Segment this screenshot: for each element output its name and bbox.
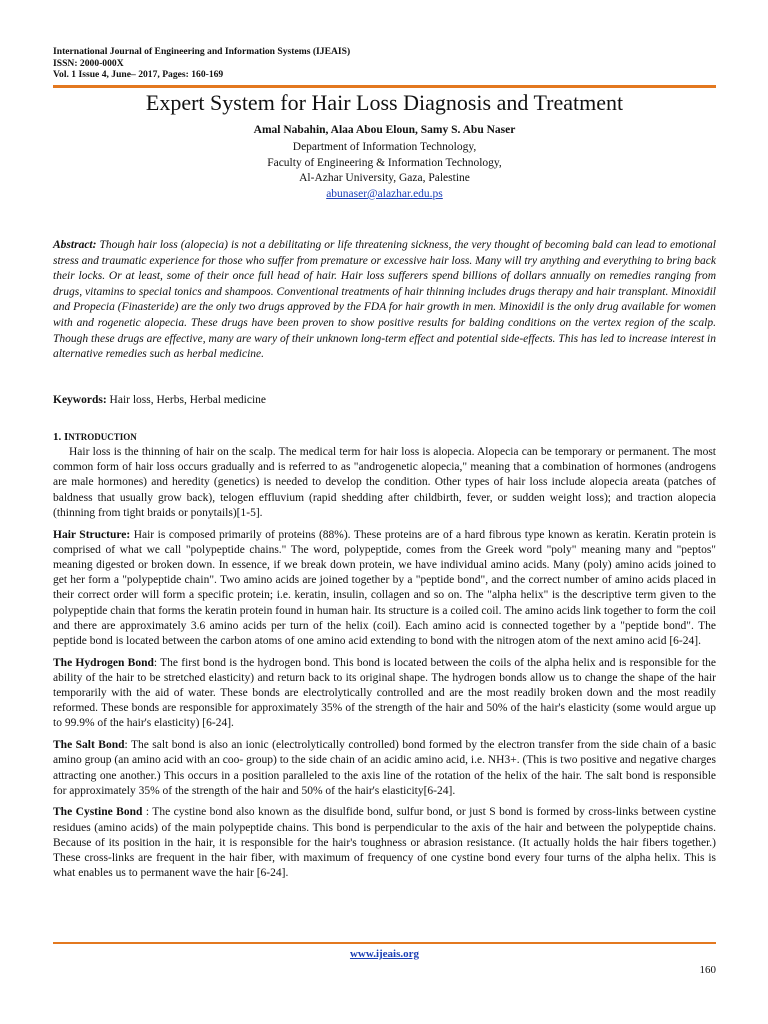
paragraph-hair-structure	[53, 528, 716, 650]
keywords	[53, 393, 716, 408]
keywords-label: Keywords:	[53, 394, 107, 406]
journal-website-link[interactable]: www.ijeais.org	[349, 948, 420, 960]
affiliation-department: Department of Information Technology,	[292, 141, 477, 153]
salt-bond-label: The Salt Bond	[53, 739, 125, 752]
affiliation-faculty: Faculty of Engineering & Information Technology,	[267, 156, 502, 169]
paragraph-intro: Hair loss is the thinning of hair on the scalp. The medical term for hair loss is alopecia. Alopecia can be temporary or permanent. The most common form of hair loss occurs gradually and is referred to as "androgenetic alopecia," meaning that a combination of hormones (androgens are male hormones) and heredity (genetics) is needed to develop the condition. Other types of hair loss include alopecia areata (patches of baldness that usually grow back), telogen effluvium (rapid shedding after childbirth, fever, or sudden weight loss); and traction alopecia (thinning from tight braids or ponytails)[1-5].	[53, 446, 716, 519]
cystine-bond-label: The Cystine Bond	[53, 806, 143, 819]
journal-name: International Journal of Engineering and Information Systems (IJEAIS)	[53, 46, 351, 57]
footer-rule	[53, 942, 716, 944]
section-number: 1.	[53, 431, 62, 443]
body-text	[53, 445, 716, 888]
abstract	[53, 238, 716, 363]
paragraph-hydrogen-bond	[53, 656, 716, 732]
hydrogen-bond-label: The Hydrogen Bond	[53, 656, 154, 669]
header-rule	[53, 85, 716, 88]
paragraph-cystine-bond	[53, 805, 716, 881]
hydrogen-bond-text: : The first bond is the hydrogen bond. This bond is located between the coils of the alpha helix and is responsible for the ability of the hair to be stretched elasticity) and return back to its original shape. The hydrogen bonds allow us to change the shape of the hair temporarily with the aid of water. These bonds are electrolytically controlled and are the most readily broken down and the most readily reformed. These bonds are responsible for approximately 35% of the strength of the hair and 50% of the hair's elasticity (some would argue up to 99.9% of the hair's elasticity) [6-24].	[53, 656, 716, 730]
page-number: 160	[699, 964, 716, 976]
journal-volume: Vol. 1 Issue 4, June– 2017, Pages: 160-169	[53, 69, 224, 80]
hair-structure-text: Hair is composed primarily of proteins (88%). These proteins are of a hard fibrous type known as keratin. Keratin protein is comprised of what we call "polypeptide chains." The word, polypeptide, comes from the Greek word "poly" meaning many and "peptos" meaning digested or broken down. In essence, if we break down protein, we have individual amino acids. Many (poly) amino acids joined to get her form a "polypeptide chain". Two amino acids are joined together by a "peptide bond", and the correct number of amino acids placed in their correct order will form a specific protein; i.e. keratin, insulin, collagen and so on. The "alpha helix" is the descriptive term given to the polypeptide chain that forms the keratin protein found in human hair. Its structure is a coiled coil. The amino acids link together to form the coil and there are approximately 3.6 amino acids per turn of the helix (coil). Each amino acid is connected together by a "peptide bond". The peptide bond is located between the carbon atoms of one amino acid extending to bond with the nitrogen atom of the next amino acid [6-24].	[53, 528, 716, 647]
section-title-initial: I	[64, 431, 69, 443]
cystine-bond-text: : The cystine bond also known as the disulfide bond, sulfur bond, or just S bond is formed by cross-links between cystine residues (amino acids) of the main polypeptide chains. This bond is perpendicular to the axis of the hair and between the polypeptide chains. Because of its position in the hair, it is responsible for the hair's toughness or abrasion resistance. (It actually holds the hair fibers together.) These cross-links are frequent in the hair fiber, with maximum of frequency of one cystine bond every four turns of the alpha helix. This is what enables us to permanent wave the hair [6-24].	[53, 806, 716, 880]
paragraph-salt-bond	[53, 738, 716, 799]
affiliation-university: Al-Azhar University, Gaza, Palestine	[299, 172, 470, 185]
paper-title: Expert System for Hair Loss Diagnosis and Treatment	[145, 90, 624, 115]
abstract-text: Though hair loss (alopecia) is not a debilitating or life threatening sickness, the very thought of becoming bald can lead to emotional stress and traumatic experience for those who suffer from premature or excessive hair loss. Many will try anything and everything to bring back their locks. Or at least, some of their once full head of hair. Hair loss sufferers spend billions of dollars annually on remedies ranging from drugs, vitamins to special tonics and shampoos. Conventional treatments of hair thinning includes drugs therapy and hair transplant. Minoxidil and Propecia (Finasteride) are the only two drugs approved by the FDA for hair growth in men. Minoxidil is the only drug available for women with and rogenetic alopecia. These drugs have been proven to show positive results for balding conditions on the vertex region of the scalp. Though these drugs are effective, many are wary of their unknown long-term effect and potential side-effects. This has led to increase interest in alternative remedies such as herbal medicine.	[53, 239, 716, 361]
salt-bond-text: : The salt bond is also an ionic (electrolytically controlled) bond formed by the electron transfer from the side chain of a basic amino group (an amino acid with an coo- group) to the side chain of an acidic amino acid, i.e. NH3+. (This is two positive and negative charges attracting one another.) This occurs in a position paralleled to the axis line of the rotation of the helix of the hair. The salt bond is responsible for approximately 35% of the strength of the hair and 50% of the hair's elasticity[6-24].	[53, 739, 716, 797]
section-heading-introduction	[53, 431, 137, 443]
author-email-link[interactable]: abunaser@alazhar.edu.ps	[326, 187, 443, 200]
journal-issn: ISSN: 2000-000X	[53, 57, 124, 69]
journal-header	[53, 46, 350, 81]
author-affiliation	[53, 140, 716, 202]
abstract-label: Abstract:	[53, 239, 97, 251]
hair-structure-label: Hair Structure:	[53, 528, 131, 541]
paper-authors: Amal Nabahin, Alaa Abou Eloun, Samy S. Abu Naser	[253, 124, 516, 136]
keywords-text: Hair loss, Herbs, Herbal medicine	[109, 394, 267, 406]
section-title-rest: NTRODUCTION	[68, 432, 137, 442]
footer	[53, 948, 716, 960]
